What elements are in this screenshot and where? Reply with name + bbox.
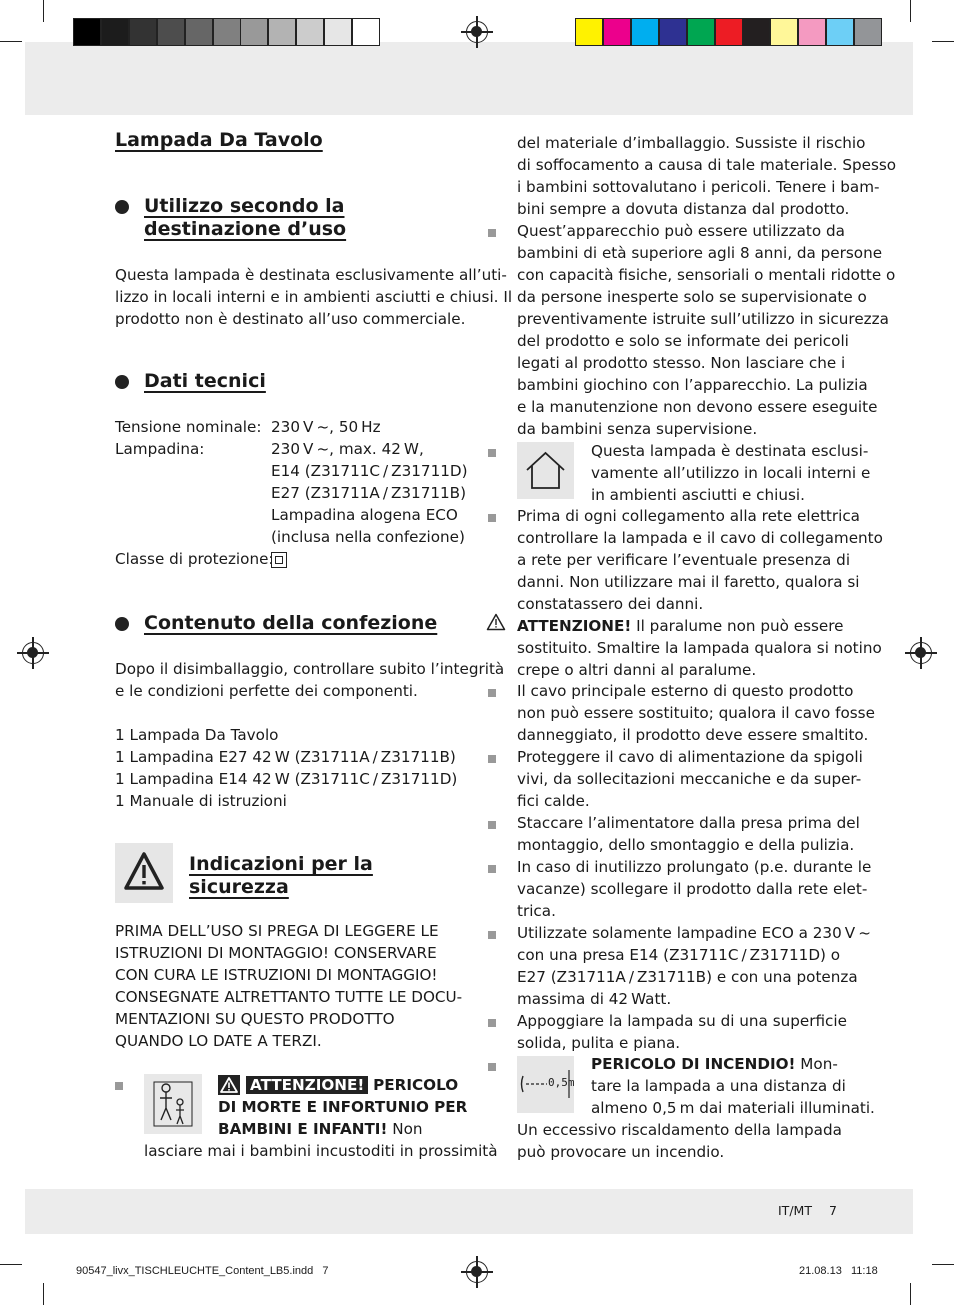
list-item: 1 Lampadina E14 42 W (Z31711C / Z31711D) bbox=[115, 770, 458, 788]
language-code: IT/MT bbox=[778, 1203, 812, 1218]
crop-mark bbox=[43, 0, 44, 22]
bullet-protect-cable: Proteggere il cavo di alimentazione da spigoli vivi, da sollecitazioni meccaniche e da super- fici calde. bbox=[517, 748, 863, 810]
bullet-cable: Il cavo principale esterno di questo prodotto non può essere sostituito; qualora il cavo fosse danneggiato, il prodotto deve essere smaltito. bbox=[517, 682, 875, 744]
fire-hazard-text: PERICOLO DI INCENDIO! Mon- tare la lampada a una distanza di almeno 0,5 m dai materiali illuminati. bbox=[591, 1055, 875, 1117]
bullet-unplug: Staccare l’alimentatore dalla presa prima del montaggio, dello smontaggio e della pulizia. bbox=[517, 814, 860, 854]
attention-badge: ATTENZIONE! bbox=[246, 1076, 368, 1094]
list-bullet-icon bbox=[488, 865, 496, 873]
registration-mark-icon bbox=[466, 1261, 488, 1283]
list-item: 1 Lampadina E27 42 W (Z31711A / Z31711B) bbox=[115, 748, 456, 766]
slug-timestamp: 21.08.13 11:18 bbox=[799, 1265, 878, 1277]
safety-caps-notice: PRIMA DELL’USO SI PREGA DI LEGGERE LE ISTRUZIONI DI MONTAGGIO! CONSERVARE CON CURA LE ISTRUZIONI DI MONTAGGIO! CONSEGNATE ALTRETTANTO TUTTE LE DOCU- MENTAZIONI SU QUESTO PRODOTTO QUANDO LO DATE A TERZI. bbox=[115, 922, 463, 1050]
crop-mark bbox=[932, 41, 954, 42]
content-item-list bbox=[115, 724, 457, 812]
color-swatch bbox=[575, 18, 603, 46]
color-swatch bbox=[129, 18, 157, 46]
color-swatch bbox=[101, 18, 129, 46]
color-swatch bbox=[770, 18, 798, 46]
tech-label: Classe di protezione: bbox=[115, 550, 274, 568]
list-bullet-icon bbox=[115, 1082, 123, 1090]
list-bullet-icon bbox=[488, 229, 496, 237]
warning-icon-box bbox=[115, 843, 173, 903]
registration-mark-icon bbox=[466, 21, 488, 43]
list-bullet-icon bbox=[488, 689, 496, 697]
crop-mark bbox=[932, 1264, 954, 1265]
child-warning-icon-box bbox=[144, 1074, 202, 1134]
slug-filename: 90547_livx_TISCHLEUCHTE_Content_LB5.indd 7 bbox=[76, 1265, 329, 1277]
section-bullet-icon bbox=[115, 200, 129, 214]
fire-hazard-text-continued: Un eccessivo riscaldamento della lampada può provocare un incendio. bbox=[517, 1121, 842, 1161]
registration-mark-icon bbox=[22, 642, 44, 664]
tech-label: Tensione nominale: bbox=[115, 418, 262, 436]
section-heading-content: Contenuto della confezione bbox=[144, 612, 438, 634]
list-bullet-icon bbox=[488, 821, 496, 829]
color-swatch bbox=[854, 18, 882, 46]
color-swatch bbox=[659, 18, 687, 46]
list-item: 1 Manuale di istruzioni bbox=[115, 792, 287, 810]
color-swatch bbox=[798, 18, 826, 46]
color-swatch bbox=[715, 18, 743, 46]
crop-mark bbox=[0, 41, 22, 42]
list-bullet-icon bbox=[488, 931, 496, 939]
section-bullet-icon bbox=[115, 617, 129, 631]
tech-value: 230 V ~, max. 42 W, E14 (Z31711C / Z31711D) E27 (Z31711A / Z31711B) Lampadina alogena ECO (inclusa nella confezione) bbox=[271, 440, 468, 546]
bullet-surface: Appoggiare la lampada su di una superficie solida, pulita e piana. bbox=[517, 1012, 847, 1052]
bullet-children-supervision: Quest’apparecchio può essere utilizzato da bambini di età superiore agli 8 anni, da persone con capacità fisiche, sensoriali o mentali ridotte o da persone inesperte solo se supervisionate o preventivamente istruite sull’utilizzo in sicurezza del prodotto e solo se informate dei pericoli legati al prodotto stesso. Non lasciare che i bambini giochino con l’apparecchio. La pulizia e la manutenzione non devono essere eseguite da bambini senza supervisione. bbox=[517, 222, 896, 438]
use-paragraph: Questa lampada è destinata esclusivamente all’uti- lizzo in locali interni e in ambienti asciutti e chiusi. Il prodotto non è destinato all’uso commerciale. bbox=[115, 266, 513, 328]
color-swatch bbox=[268, 18, 296, 46]
page-number: 7 bbox=[829, 1203, 837, 1218]
list-bullet-icon bbox=[488, 514, 496, 522]
tech-value: 230 V ~, 50 Hz bbox=[271, 418, 381, 436]
color-swatch bbox=[631, 18, 659, 46]
attention-shade: ATTENZIONE! Il paralume non può essere sostituito. Smaltire la lampada qualora si notino crepe o altri danni al paralume. bbox=[517, 617, 882, 679]
color-swatch bbox=[296, 18, 324, 46]
bullet-holiday: In caso di inutilizzo prolungato (p.e. durante le vacanze) scollegare il prodotto dalla rete elet- trica. bbox=[517, 858, 872, 920]
color-swatch bbox=[213, 18, 241, 46]
list-item: 1 Lampada Da Tavolo bbox=[115, 726, 279, 744]
protection-class-ii-icon bbox=[271, 552, 287, 568]
child-warning-text-continued: lasciare mai i bambini incustoditi in prossimità bbox=[144, 1142, 498, 1160]
color-swatch bbox=[157, 18, 185, 46]
list-bullet-icon bbox=[488, 449, 496, 457]
list-bullet-icon bbox=[488, 1019, 496, 1027]
registration-mark-icon bbox=[910, 642, 932, 664]
color-swatch bbox=[687, 18, 715, 46]
color-swatch bbox=[185, 18, 213, 46]
crop-mark bbox=[910, 1283, 911, 1305]
continued-paragraph: del materiale d’imballaggio. Sussiste il rischio di soffocamento a causa di tale materiale. Spesso i bambini sottovalutano i pericoli. Tenere i bam- bini sempre a dovuta distanza dal prodotto. bbox=[517, 134, 897, 218]
indoor-use-icon-box bbox=[517, 442, 574, 499]
color-swatch bbox=[240, 18, 268, 46]
color-swatch bbox=[742, 18, 770, 46]
caution-triangle-icon bbox=[486, 613, 506, 631]
house-indoor-icon bbox=[517, 442, 574, 499]
color-swatch bbox=[826, 18, 854, 46]
warning-triangle-icon bbox=[115, 843, 173, 903]
content-intro: Dopo il disimballaggio, controllare subito l’integrità e le condizioni perfette dei componenti. bbox=[115, 660, 505, 700]
tech-label: Lampadina: bbox=[115, 440, 205, 458]
distance-icon-label: 0,5m bbox=[548, 1076, 575, 1089]
product-title: Lampada Da Tavolo bbox=[115, 129, 323, 151]
header-band bbox=[25, 42, 913, 115]
section-heading-safety: Indicazioni per la sicurezza bbox=[189, 853, 373, 898]
crop-mark bbox=[0, 1264, 22, 1265]
color-swatch bbox=[73, 18, 101, 46]
child-warning-text: ATTENZIONE! PERICOLO DI MORTE E INFORTUNIO PER BAMBINI E INFANTI! Non bbox=[218, 1076, 468, 1138]
section-heading-tech: Dati tecnici bbox=[144, 370, 266, 392]
list-bullet-icon bbox=[488, 1063, 496, 1071]
list-bullet-icon bbox=[488, 755, 496, 763]
color-swatch bbox=[603, 18, 631, 46]
bullet-indoor-use: Questa lampada è destinata esclusi- vamente all’utilizzo in locali interni e in ambienti asciutti e chiusi. bbox=[591, 442, 871, 504]
crop-mark bbox=[910, 0, 911, 22]
color-swatch bbox=[352, 18, 380, 46]
bullet-bulbs: Utilizzate solamente lampadine ECO a 230 V ~ con una presa E14 (Z31711C / Z31711D) o E27 (Z31711A / Z31711B) e con una potenza massima di 42 Watt. bbox=[517, 924, 871, 1008]
crop-mark bbox=[43, 1283, 44, 1305]
section-heading-use: Utilizzo secondo la destinazione d’uso bbox=[144, 195, 347, 240]
color-swatch bbox=[324, 18, 352, 46]
section-bullet-icon bbox=[115, 375, 129, 389]
distance-icon-box bbox=[517, 1056, 574, 1113]
bullet-check-damage: Prima di ogni collegamento alla rete elettrica controllare la lampada e il cavo di collegamento a rete per verificare l’eventuale presenza di danni. Non utilizzare mai il faretto, qualora si constatassero dei danni. bbox=[517, 507, 883, 613]
child-safety-icon bbox=[144, 1074, 202, 1134]
